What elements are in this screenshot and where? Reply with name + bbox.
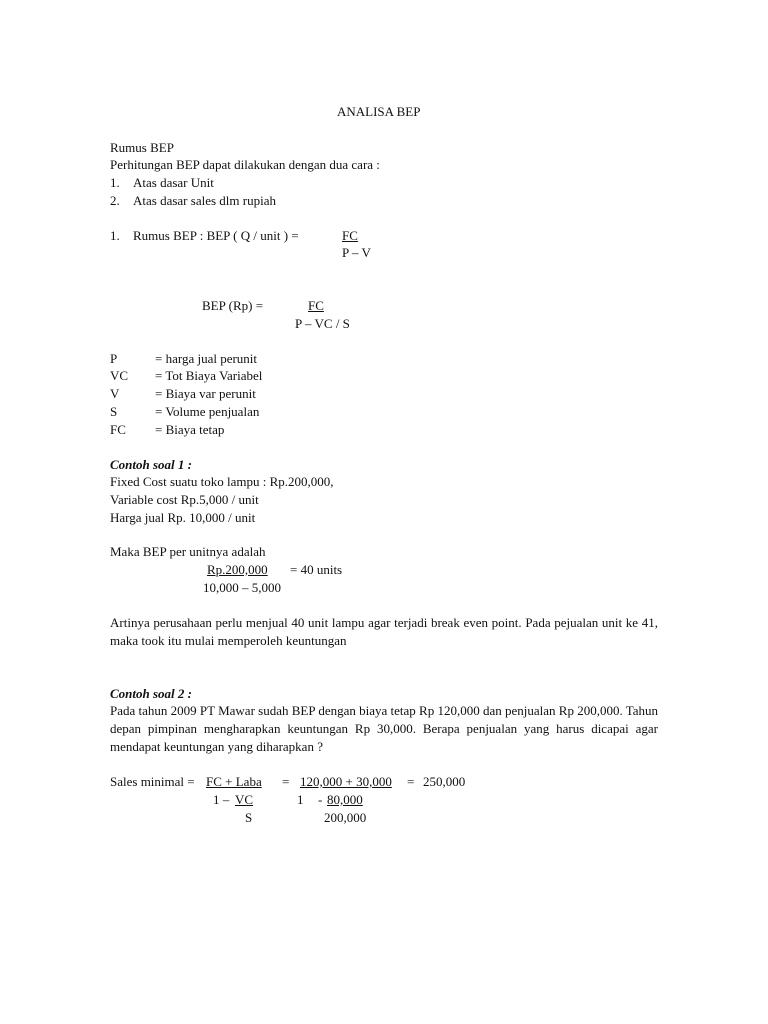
calc-subfraction-numerator: VC	[235, 792, 254, 807]
calc-result: 250,000	[423, 774, 466, 789]
example-line: Fixed Cost suatu toko lampu : Rp.200,000,	[110, 474, 334, 489]
calc-intro: Maka BEP per unitnya adalah	[110, 544, 266, 559]
formula-label: Rumus BEP : BEP ( Q / unit ) =	[133, 228, 299, 243]
page-title: ANALISA BEP	[337, 104, 421, 119]
list-item-number: 2.	[110, 193, 120, 208]
calc-equals: =	[282, 774, 290, 789]
definition-symbol: VC	[110, 368, 129, 383]
calc-subfraction-denominator: 200,000	[324, 810, 367, 825]
formula-numerator: FC	[342, 228, 358, 243]
definition-text: = Biaya tetap	[155, 422, 225, 437]
example-heading: Contoh soal 2 :	[110, 686, 192, 701]
calc-minus: -	[318, 792, 323, 807]
definition-text: = Biaya var perunit	[155, 386, 256, 401]
calc-numerator: FC + Laba	[206, 774, 262, 789]
definition-text: = harga jual perunit	[155, 351, 258, 366]
definition-text: = Volume penjualan	[155, 404, 260, 419]
formula-denominator: P – VC / S	[295, 316, 350, 331]
formula-number: 1.	[110, 228, 120, 243]
calc-numerator: Rp.200,000	[207, 562, 268, 577]
definition-symbol: FC	[110, 422, 126, 437]
calc-denominator-prefix: 1	[297, 792, 304, 807]
definition-symbol: S	[110, 404, 118, 419]
calc-subfraction-numerator: 80,000	[327, 792, 363, 807]
calc-label: Sales minimal =	[110, 774, 195, 789]
example-heading: Contoh soal 1 :	[110, 457, 192, 472]
section-heading: Rumus BEP	[110, 140, 174, 155]
definition-symbol: P	[110, 351, 118, 366]
intro-text: Perhitungan BEP dapat dilakukan dengan dua cara :	[110, 157, 380, 172]
example-paragraph: Pada tahun 2009 PT Mawar sudah BEP dengan biaya tetap Rp 120,000 dan penjualan Rp 200,000. Tahun depan pimpinan mengharapkan keuntungan Rp 30,000. Berapa penjualan yang harus dicapai agar mendapat keuntungan yang diharapkan ?	[110, 703, 659, 754]
conclusion-paragraph: Artinya perusahaan perlu menjual 40 unit lampu agar terjadi break even point. Pada pejualan unit ke 41, maka took itu mulai memperoleh keuntungan	[110, 615, 658, 648]
calc-denominator: 10,000 – 5,000	[203, 580, 281, 595]
calc-denominator-prefix: 1 –	[213, 792, 230, 807]
calc-equals: =	[407, 774, 415, 789]
formula-numerator: FC	[308, 298, 324, 313]
calc-numerator: 120,000 + 30,000	[300, 774, 392, 789]
list-item: Atas dasar Unit	[133, 175, 214, 190]
calc-result: = 40 units	[290, 562, 343, 577]
definition-text: = Tot Biaya Variabel	[155, 368, 263, 383]
example-line: Harga jual Rp. 10,000 / unit	[110, 510, 256, 525]
calc-subfraction-denominator: S	[245, 810, 253, 825]
definition-symbol: V	[110, 386, 120, 401]
example-line: Variable cost Rp.5,000 / unit	[110, 492, 259, 507]
formula-label: BEP (Rp) =	[202, 298, 264, 313]
list-item: Atas dasar sales dlm rupiah	[133, 193, 276, 208]
formula-denominator: P – V	[342, 245, 371, 260]
list-item-number: 1.	[110, 175, 120, 190]
